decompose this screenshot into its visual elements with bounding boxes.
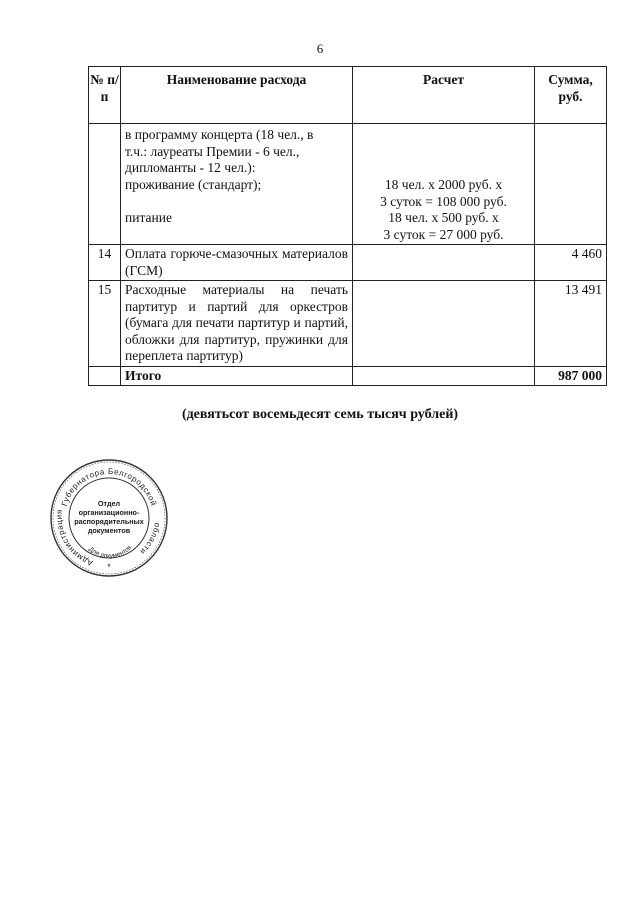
cell-sum — [535, 124, 607, 245]
name-line: питание — [125, 209, 172, 225]
stamp-star-icon: * — [107, 562, 111, 572]
cell-number — [89, 366, 121, 386]
cell-number — [89, 124, 121, 245]
cell-sum: 13 491 — [535, 281, 607, 367]
calc-line: 18 чел. х 500 руб. х — [388, 210, 499, 225]
stamp-center-line: Отдел — [97, 499, 121, 508]
stamp-center-line: документов — [87, 526, 131, 535]
header-name: Наименование расхода — [121, 67, 353, 124]
header-number: № п/п — [89, 67, 121, 124]
header-sum: Сумма, руб. — [535, 67, 607, 124]
cell-calculation — [353, 366, 535, 386]
calc-line: 18 чел. х 2000 руб. х — [384, 177, 503, 192]
svg-text:Для документов — [87, 544, 133, 560]
expense-table — [88, 66, 607, 386]
total-sum: 987 000 — [535, 366, 607, 386]
total-in-words: (девятьсот восемьдесят семь тысяч рублей) — [181, 407, 459, 422]
table-row — [89, 245, 607, 281]
calc-line: 3 суток = 27 000 руб. — [383, 226, 504, 242]
table-total-row — [89, 366, 607, 386]
cell-number: 14 — [89, 245, 121, 281]
cell-name: Расходные материалы на печать партитур и партий для оркестров (бумага для печати партитур и партий, обложки для партитур, пружинки для переплета партитур) — [121, 281, 353, 367]
table-row — [89, 281, 607, 367]
official-stamp — [49, 458, 169, 578]
name-line: в программу концерта (18 чел., в — [125, 127, 314, 142]
name-line: дипломанты - 12 чел.): — [125, 160, 256, 175]
page-number: 6 — [316, 41, 324, 56]
stamp-bottom-text: Для документов — [87, 544, 134, 560]
name-line: т.ч.: лауреаты Премии - 6 чел., — [125, 143, 300, 159]
cell-calculation — [353, 281, 535, 367]
cell-number: 15 — [89, 281, 121, 367]
svg-text:области — [138, 522, 162, 556]
stamp-center-line: распорядительных — [74, 517, 144, 526]
calc-line: 3 суток = 108 000 руб. — [380, 193, 507, 209]
cell-name: Оплата горюче-смазочных материалов (ГСМ) — [121, 245, 353, 281]
stamp-center-line: организационно- — [78, 508, 140, 517]
total-label: Итого — [121, 366, 353, 386]
table-row-continued — [89, 124, 607, 245]
cell-calculation — [353, 245, 535, 281]
table-header-row — [89, 67, 607, 124]
header-calculation: Расчет — [353, 67, 535, 124]
stamp-ring-text-top: Губернатора Белгородской — [59, 466, 159, 508]
name-line: проживание (стандарт); — [125, 176, 262, 192]
cell-calculation — [353, 124, 535, 245]
cell-name — [121, 124, 353, 245]
stamp-ring-text-right: области — [138, 522, 162, 557]
cell-sum: 4 460 — [535, 245, 607, 281]
stamp-ring-text-left: Администрация — [54, 508, 95, 568]
